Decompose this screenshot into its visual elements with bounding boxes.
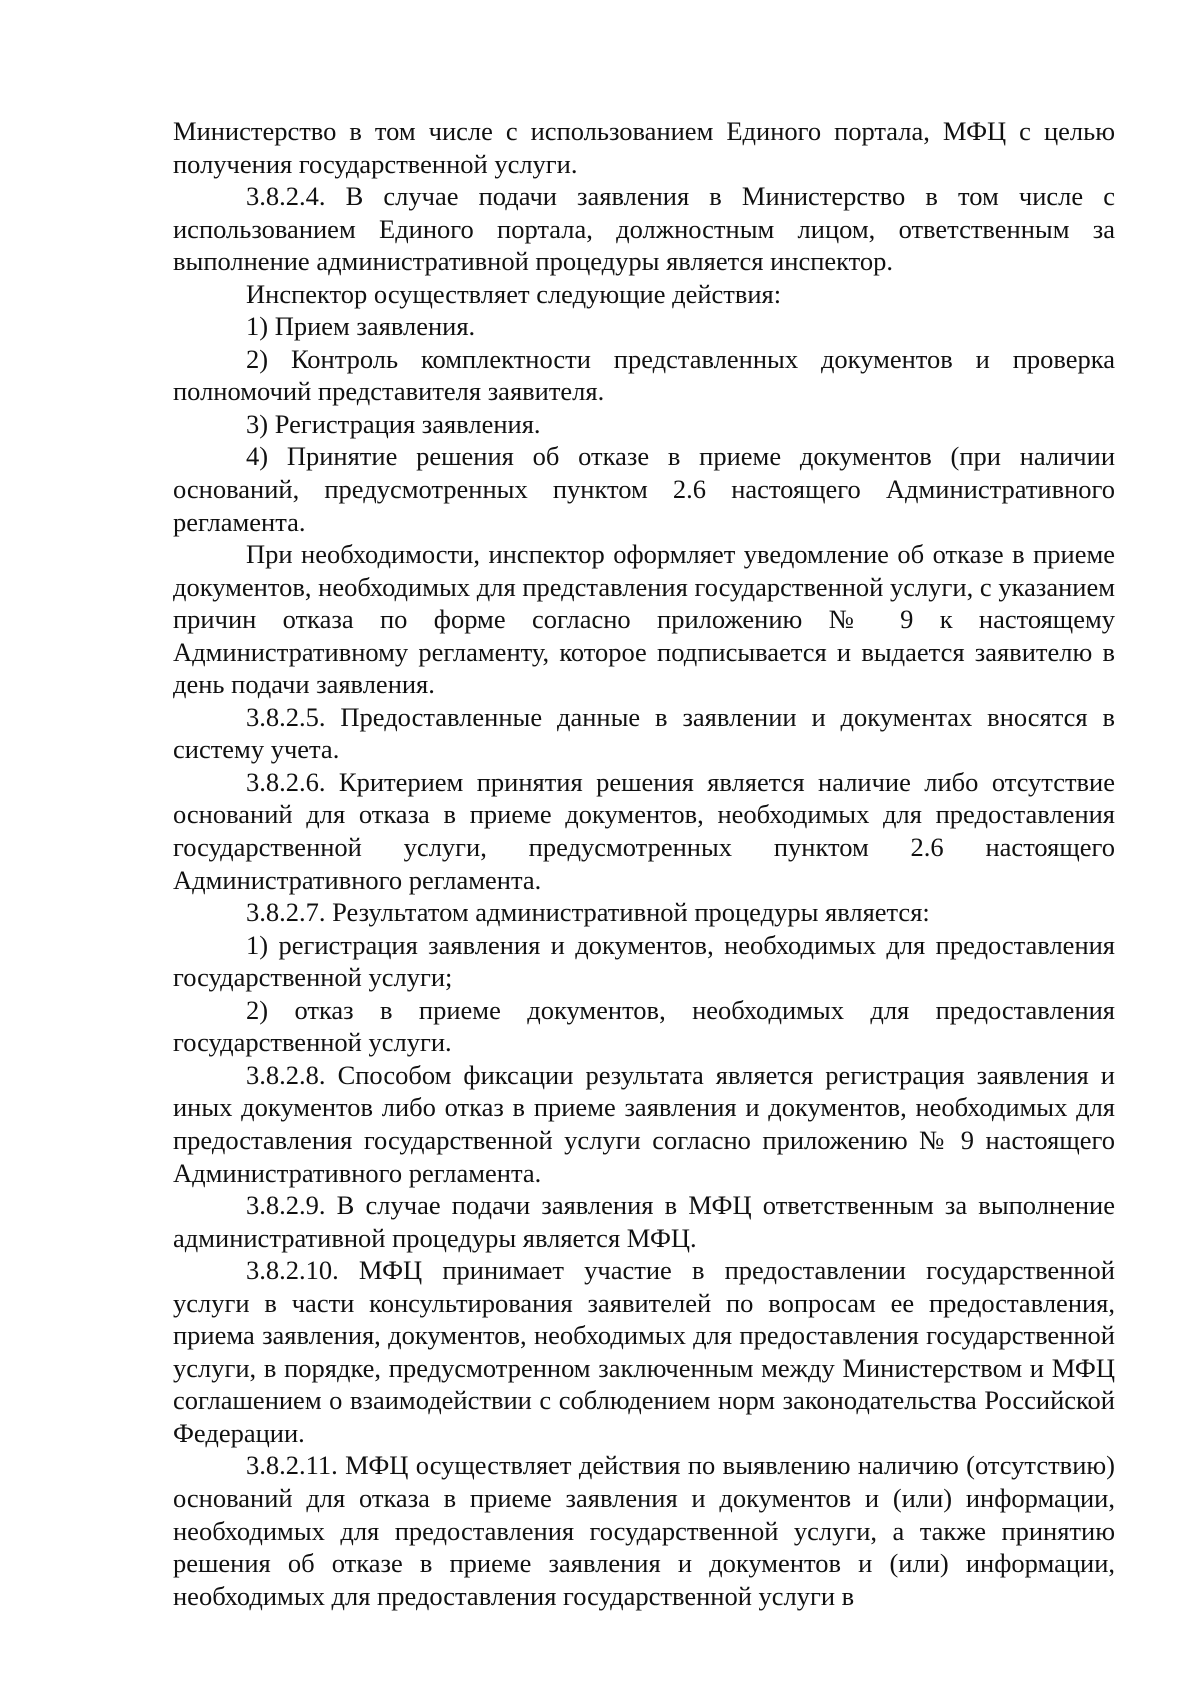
list-item-1: 1) Прием заявления. — [246, 311, 476, 342]
paragraph-3-8-2-7: 3.8.2.7. Результатом административной процедуры является: — [246, 897, 930, 928]
list-item-2: 2) Контроль комплектности представленных документов и проверка полномочий представителя заявителя. — [173, 343, 1115, 407]
paragraph-3-8-2-8: 3.8.2.8. Способом фиксации результата является регистрация заявления и иных документов либо отказ в приеме заявления и документов, необходимых для предоставления государственной услуги согласно приложению № 9 настоящего Административного регламента. — [173, 1059, 1115, 1188]
paragraph-3-8-2-5: 3.8.2.5. Предоставленные данные в заявлении и документах вносятся в систему учета. — [173, 701, 1115, 765]
paragraph-3-8-2-11: 3.8.2.11. МФЦ осуществляет действия по выявлению наличию (отсутствию) оснований для отказа в приеме заявления и документов и (или) информации, необходимых для предоставления государственной услуги, а также принятию решения об отказе в приеме заявления и документов и (или) информации, необходимых для предоставления государственной услуги в — [173, 1450, 1115, 1611]
paragraph-continuation: Министерство в том числе с использованием Единого портала, МФЦ с целью получения государственной услуги. — [173, 116, 1115, 179]
paragraph-refusal-notice: При необходимости, инспектор оформляет уведомление об отказе в приеме документов, необходимых для представления государственной услуги, с указанием причин отказа по форме согласно приложению № 9 к настоящему Административному регламенту, которое подписывается и выдается заявителю в день подачи заявления. — [173, 539, 1115, 700]
result-item-2: 2) отказ в приеме документов, необходимых для предоставления государственной услуги. — [173, 994, 1115, 1058]
list-item-4: 4) Принятие решения об отказе в приеме документов (при наличии оснований, предусмотренных пунктом 2.6 настоящего Административного регламента. — [173, 441, 1115, 537]
paragraph-3-8-2-10: 3.8.2.10. МФЦ принимает участие в предоставлении государственной услуги в части консультирования заявителей по вопросам ее предоставления, приема заявления, документов, необходимых для предоставления государственной услуги, в порядке, предусмотренном заключенным между Министерством и МФЦ соглашением о взаимодействии с соблюдением норм законодательства Российской Федерации. — [173, 1255, 1115, 1448]
paragraph-3-8-2-4: 3.8.2.4. В случае подачи заявления в Министерство в том числе с использованием Единого портала, должностным лицом, ответственным за выполнение административной процедуры является инспектор. — [173, 181, 1115, 277]
paragraph-3-8-2-9: 3.8.2.9. В случае подачи заявления в МФЦ ответственным за выполнение административной процедуры является МФЦ. — [173, 1190, 1115, 1253]
paragraph-inspector-actions: Инспектор осуществляет следующие действия: — [246, 278, 782, 309]
result-item-1: 1) регистрация заявления и документов, необходимых для предоставления государственной услуги; — [173, 929, 1115, 993]
list-item-3: 3) Регистрация заявления. — [246, 408, 541, 439]
document-body — [173, 115, 1115, 1612]
paragraph-3-8-2-6: 3.8.2.6. Критерием принятия решения является наличие либо отсутствие оснований для отказа в приеме документов, необходимых для предоставления государственной услуги, предусмотренных пунктом 2.6 настоящего Административного регламента. — [173, 766, 1115, 895]
